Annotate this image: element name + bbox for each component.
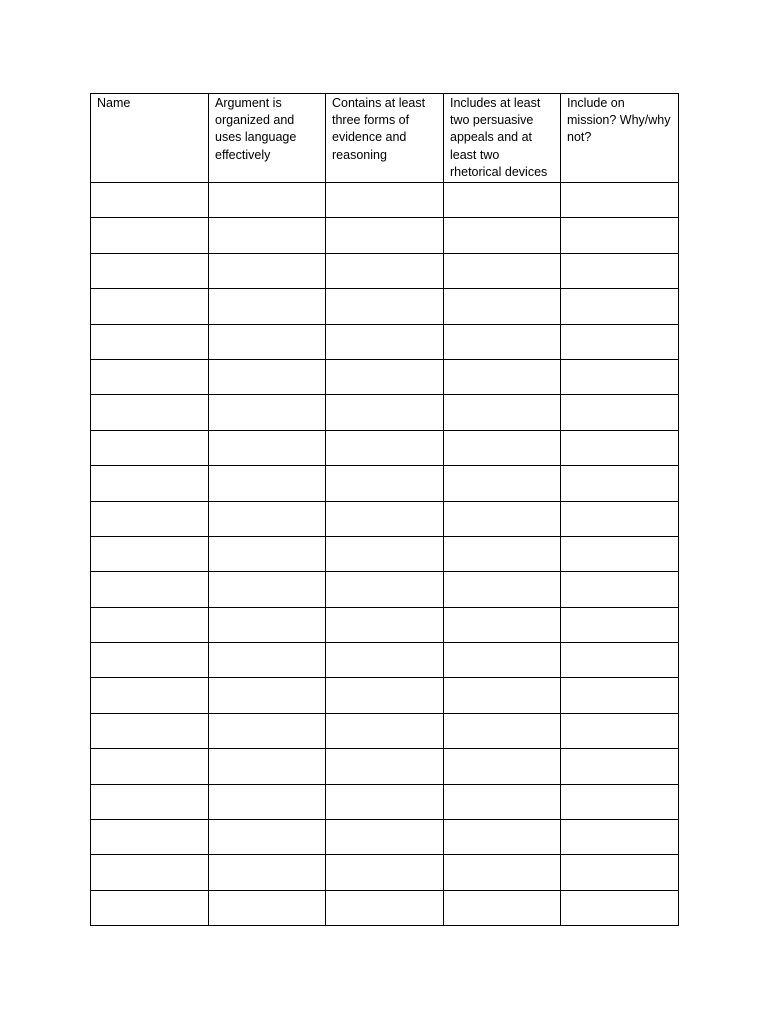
header-argument-organization: Argument is organized and uses language effectively (209, 94, 326, 183)
evidence-cell[interactable] (326, 678, 444, 713)
argument-cell[interactable] (209, 324, 326, 359)
evidence-cell[interactable] (326, 466, 444, 501)
appeals-cell[interactable] (444, 713, 561, 748)
table-row (91, 253, 679, 288)
appeals-cell[interactable] (444, 855, 561, 890)
table-row (91, 855, 679, 890)
name-cell[interactable] (91, 713, 209, 748)
table-row (91, 466, 679, 501)
name-cell[interactable] (91, 643, 209, 678)
table-row (91, 713, 679, 748)
rubric-table (90, 93, 679, 926)
argument-cell[interactable] (209, 430, 326, 465)
table-row (91, 536, 679, 571)
name-cell[interactable] (91, 820, 209, 855)
name-cell[interactable] (91, 678, 209, 713)
mission-cell[interactable] (561, 501, 679, 536)
mission-cell[interactable] (561, 572, 679, 607)
name-cell[interactable] (91, 572, 209, 607)
argument-cell[interactable] (209, 395, 326, 430)
appeals-cell[interactable] (444, 395, 561, 430)
mission-cell[interactable] (561, 855, 679, 890)
header-row (91, 94, 679, 183)
mission-cell[interactable] (561, 536, 679, 571)
table-row (91, 183, 679, 218)
appeals-cell[interactable] (444, 218, 561, 253)
table-row (91, 643, 679, 678)
mission-cell[interactable] (561, 218, 679, 253)
table-row (91, 218, 679, 253)
mission-cell[interactable] (561, 395, 679, 430)
evidence-cell[interactable] (326, 855, 444, 890)
appeals-cell[interactable] (444, 890, 561, 925)
header-name: Name (91, 94, 209, 183)
name-cell[interactable] (91, 855, 209, 890)
name-cell[interactable] (91, 289, 209, 324)
mission-cell[interactable] (561, 359, 679, 394)
appeals-cell[interactable] (444, 536, 561, 571)
argument-cell[interactable] (209, 183, 326, 218)
table-row (91, 749, 679, 784)
name-cell[interactable] (91, 218, 209, 253)
header-persuasive-appeals: Includes at least two persuasive appeals and at least two rhetorical devices (444, 94, 561, 183)
appeals-cell[interactable] (444, 289, 561, 324)
table-row (91, 678, 679, 713)
argument-cell[interactable] (209, 466, 326, 501)
rubric-table-header (91, 94, 679, 183)
argument-cell[interactable] (209, 536, 326, 571)
name-cell[interactable] (91, 183, 209, 218)
mission-cell[interactable] (561, 607, 679, 642)
argument-cell[interactable] (209, 784, 326, 819)
argument-cell[interactable] (209, 820, 326, 855)
appeals-cell[interactable] (444, 466, 561, 501)
mission-cell[interactable] (561, 253, 679, 288)
table-row (91, 784, 679, 819)
appeals-cell[interactable] (444, 749, 561, 784)
header-include-on-mission: Include on mission? Why/why not? (561, 94, 679, 183)
argument-cell[interactable] (209, 253, 326, 288)
evidence-cell[interactable] (326, 643, 444, 678)
argument-cell[interactable] (209, 289, 326, 324)
mission-cell[interactable] (561, 289, 679, 324)
evidence-cell[interactable] (326, 607, 444, 642)
appeals-cell[interactable] (444, 183, 561, 218)
mission-cell[interactable] (561, 324, 679, 359)
table-row (91, 890, 679, 925)
appeals-cell[interactable] (444, 820, 561, 855)
mission-cell[interactable] (561, 713, 679, 748)
evidence-cell[interactable] (326, 890, 444, 925)
appeals-cell[interactable] (444, 359, 561, 394)
evidence-cell[interactable] (326, 289, 444, 324)
evidence-cell[interactable] (326, 359, 444, 394)
mission-cell[interactable] (561, 749, 679, 784)
appeals-cell[interactable] (444, 678, 561, 713)
argument-cell[interactable] (209, 218, 326, 253)
name-cell[interactable] (91, 501, 209, 536)
appeals-cell[interactable] (444, 643, 561, 678)
name-cell[interactable] (91, 607, 209, 642)
evidence-cell[interactable] (326, 218, 444, 253)
argument-cell[interactable] (209, 643, 326, 678)
evidence-cell[interactable] (326, 572, 444, 607)
table-row (91, 501, 679, 536)
evidence-cell[interactable] (326, 430, 444, 465)
name-cell[interactable] (91, 749, 209, 784)
mission-cell[interactable] (561, 784, 679, 819)
evidence-cell[interactable] (326, 713, 444, 748)
evidence-cell[interactable] (326, 501, 444, 536)
mission-cell[interactable] (561, 678, 679, 713)
evidence-cell[interactable] (326, 395, 444, 430)
argument-cell[interactable] (209, 855, 326, 890)
table-row (91, 607, 679, 642)
argument-cell[interactable] (209, 713, 326, 748)
argument-cell[interactable] (209, 572, 326, 607)
evidence-cell[interactable] (326, 820, 444, 855)
mission-cell[interactable] (561, 430, 679, 465)
argument-cell[interactable] (209, 678, 326, 713)
table-row (91, 820, 679, 855)
mission-cell[interactable] (561, 820, 679, 855)
table-row (91, 395, 679, 430)
appeals-cell[interactable] (444, 430, 561, 465)
argument-cell[interactable] (209, 607, 326, 642)
mission-cell[interactable] (561, 466, 679, 501)
name-cell[interactable] (91, 466, 209, 501)
argument-cell[interactable] (209, 501, 326, 536)
appeals-cell[interactable] (444, 784, 561, 819)
evidence-cell[interactable] (326, 324, 444, 359)
appeals-cell[interactable] (444, 324, 561, 359)
name-cell[interactable] (91, 359, 209, 394)
appeals-cell[interactable] (444, 501, 561, 536)
name-cell[interactable] (91, 890, 209, 925)
evidence-cell[interactable] (326, 749, 444, 784)
name-cell[interactable] (91, 395, 209, 430)
name-cell[interactable] (91, 430, 209, 465)
appeals-cell[interactable] (444, 607, 561, 642)
evidence-cell[interactable] (326, 253, 444, 288)
name-cell[interactable] (91, 324, 209, 359)
evidence-cell[interactable] (326, 784, 444, 819)
argument-cell[interactable] (209, 359, 326, 394)
name-cell[interactable] (91, 536, 209, 571)
argument-cell[interactable] (209, 890, 326, 925)
appeals-cell[interactable] (444, 572, 561, 607)
rubric-table-body (91, 183, 679, 926)
mission-cell[interactable] (561, 890, 679, 925)
mission-cell[interactable] (561, 183, 679, 218)
name-cell[interactable] (91, 253, 209, 288)
table-row (91, 324, 679, 359)
table-row (91, 572, 679, 607)
table-row (91, 359, 679, 394)
appeals-cell[interactable] (444, 253, 561, 288)
evidence-cell[interactable] (326, 536, 444, 571)
argument-cell[interactable] (209, 749, 326, 784)
evidence-cell[interactable] (326, 183, 444, 218)
table-row (91, 289, 679, 324)
mission-cell[interactable] (561, 643, 679, 678)
table-row (91, 430, 679, 465)
header-evidence-reasoning: Contains at least three forms of evidence and reasoning (326, 94, 444, 183)
name-cell[interactable] (91, 784, 209, 819)
